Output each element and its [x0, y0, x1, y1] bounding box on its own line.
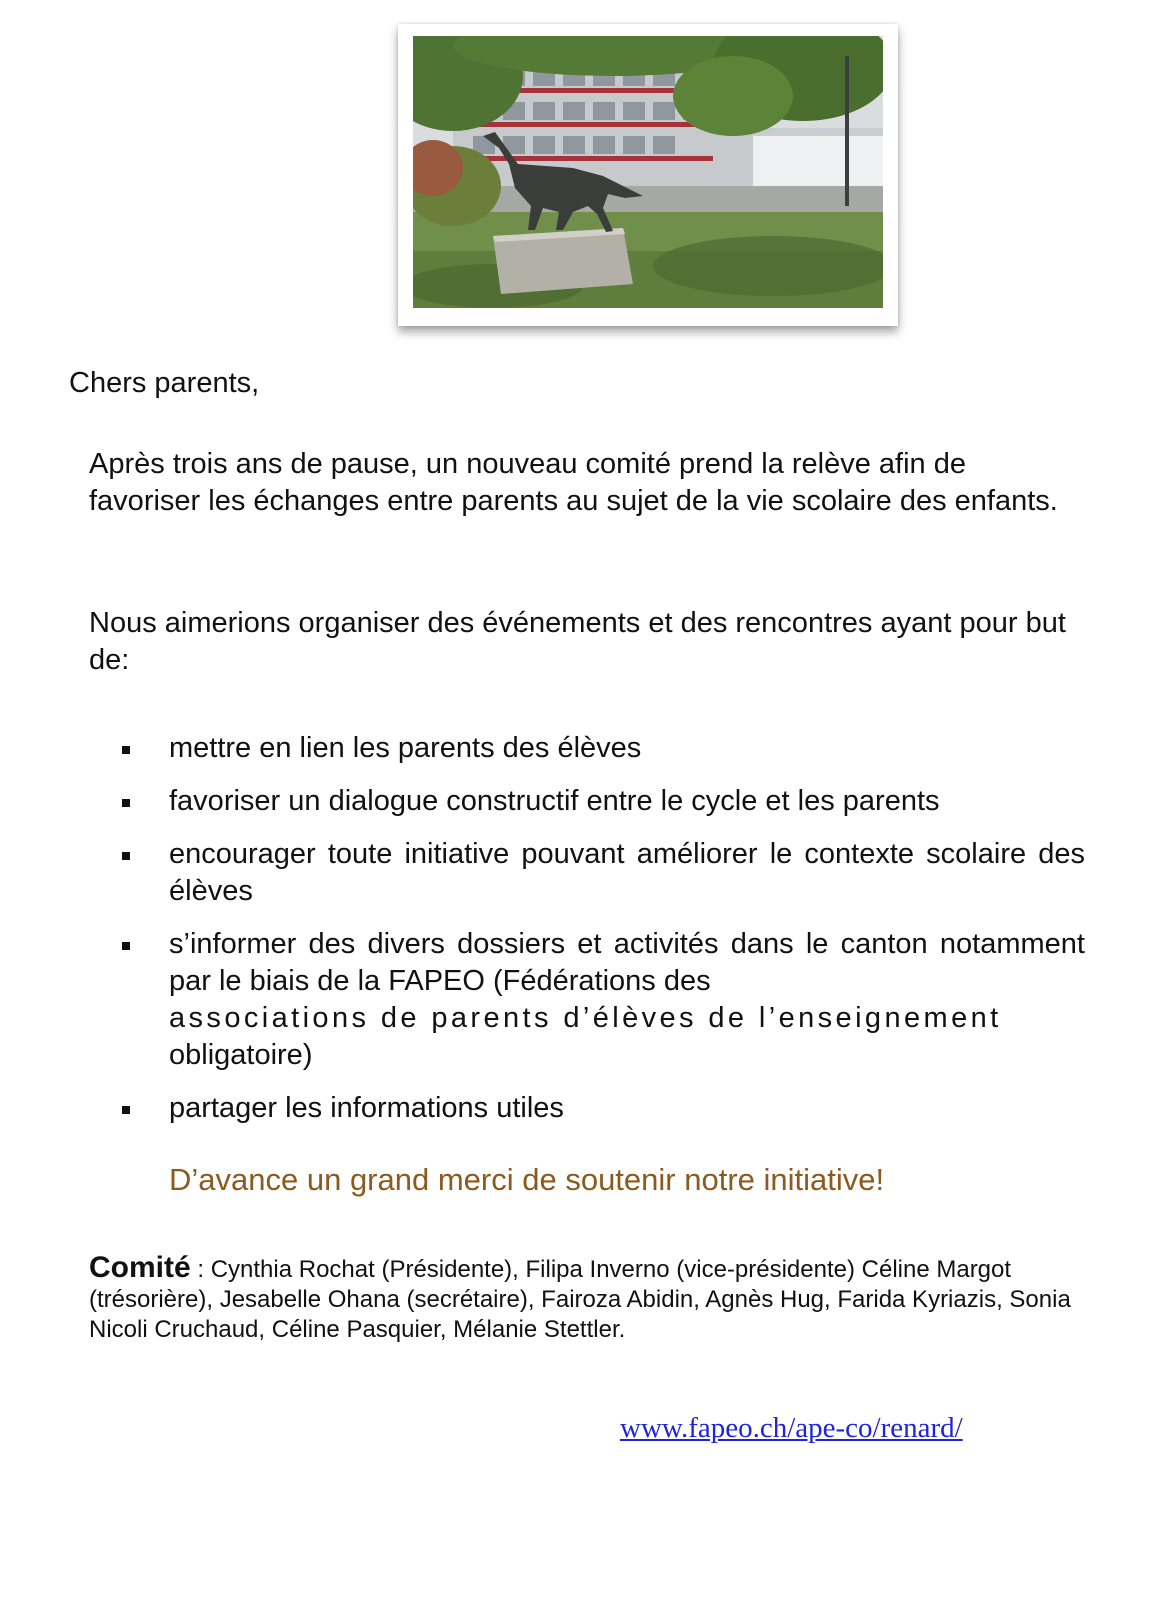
committee-label: Comité [89, 1251, 191, 1284]
committee-block [89, 1253, 1079, 1345]
goal-text: partager les informations utiles [169, 1092, 564, 1124]
thanks-message: D’avance un grand merci de soutenir notre initiative! [169, 1162, 885, 1197]
list-item [114, 730, 1085, 767]
square-bullet-icon [122, 942, 130, 950]
goal-text: s’informer des divers dossiers et activités dans le canton notamment par le biais de la FAPEO (Fédérations des [169, 928, 1085, 997]
list-item [114, 836, 1085, 910]
website-link[interactable]: www.fapeo.ch/ape-co/renard/ [620, 1412, 963, 1444]
goals-intro-paragraph: Nous aimerions organiser des événements et des rencontres ayant pour but de: [89, 607, 1066, 676]
list-item [114, 1090, 1085, 1127]
greeting: Chers parents, [69, 367, 260, 399]
list-item [114, 783, 1085, 820]
intro-paragraph: Après trois ans de pause, un nouveau comité prend la relève afin de favoriser les échanges entre parents au sujet de la vie scolaire des enfants. [89, 448, 1058, 517]
list-item [114, 926, 1085, 1074]
square-bullet-icon [122, 1106, 130, 1114]
photo-frame [398, 24, 898, 326]
square-bullet-icon [122, 799, 130, 807]
goal-text: mettre en lien les parents des élèves [169, 732, 642, 764]
school-fox-statue-photo [413, 36, 883, 308]
goal-text-continued: obligatoire) [169, 1039, 313, 1071]
committee-members: : Cynthia Rochat (Présidente), Filipa Inverno (vice-présidente) Céline Margot (trésorière), Jesabelle Ohana (secrétaire), Fairoza Abidin, Agnès Hug, Farida Kyriazis, Sonia Nicoli Cruchaud, Céline Pasquier, Mélanie Stettler. [89, 1256, 1071, 1343]
goal-text-continued: associations de parents d’élèves de l’enseignement [169, 1002, 1002, 1034]
goal-text: favoriser un dialogue constructif entre le cycle et les parents [169, 785, 940, 817]
goal-text: encourager toute initiative pouvant améliorer le contexte scolaire des élèves [169, 838, 1085, 907]
square-bullet-icon [122, 852, 130, 860]
goals-list [114, 730, 1085, 1143]
square-bullet-icon [122, 746, 130, 754]
